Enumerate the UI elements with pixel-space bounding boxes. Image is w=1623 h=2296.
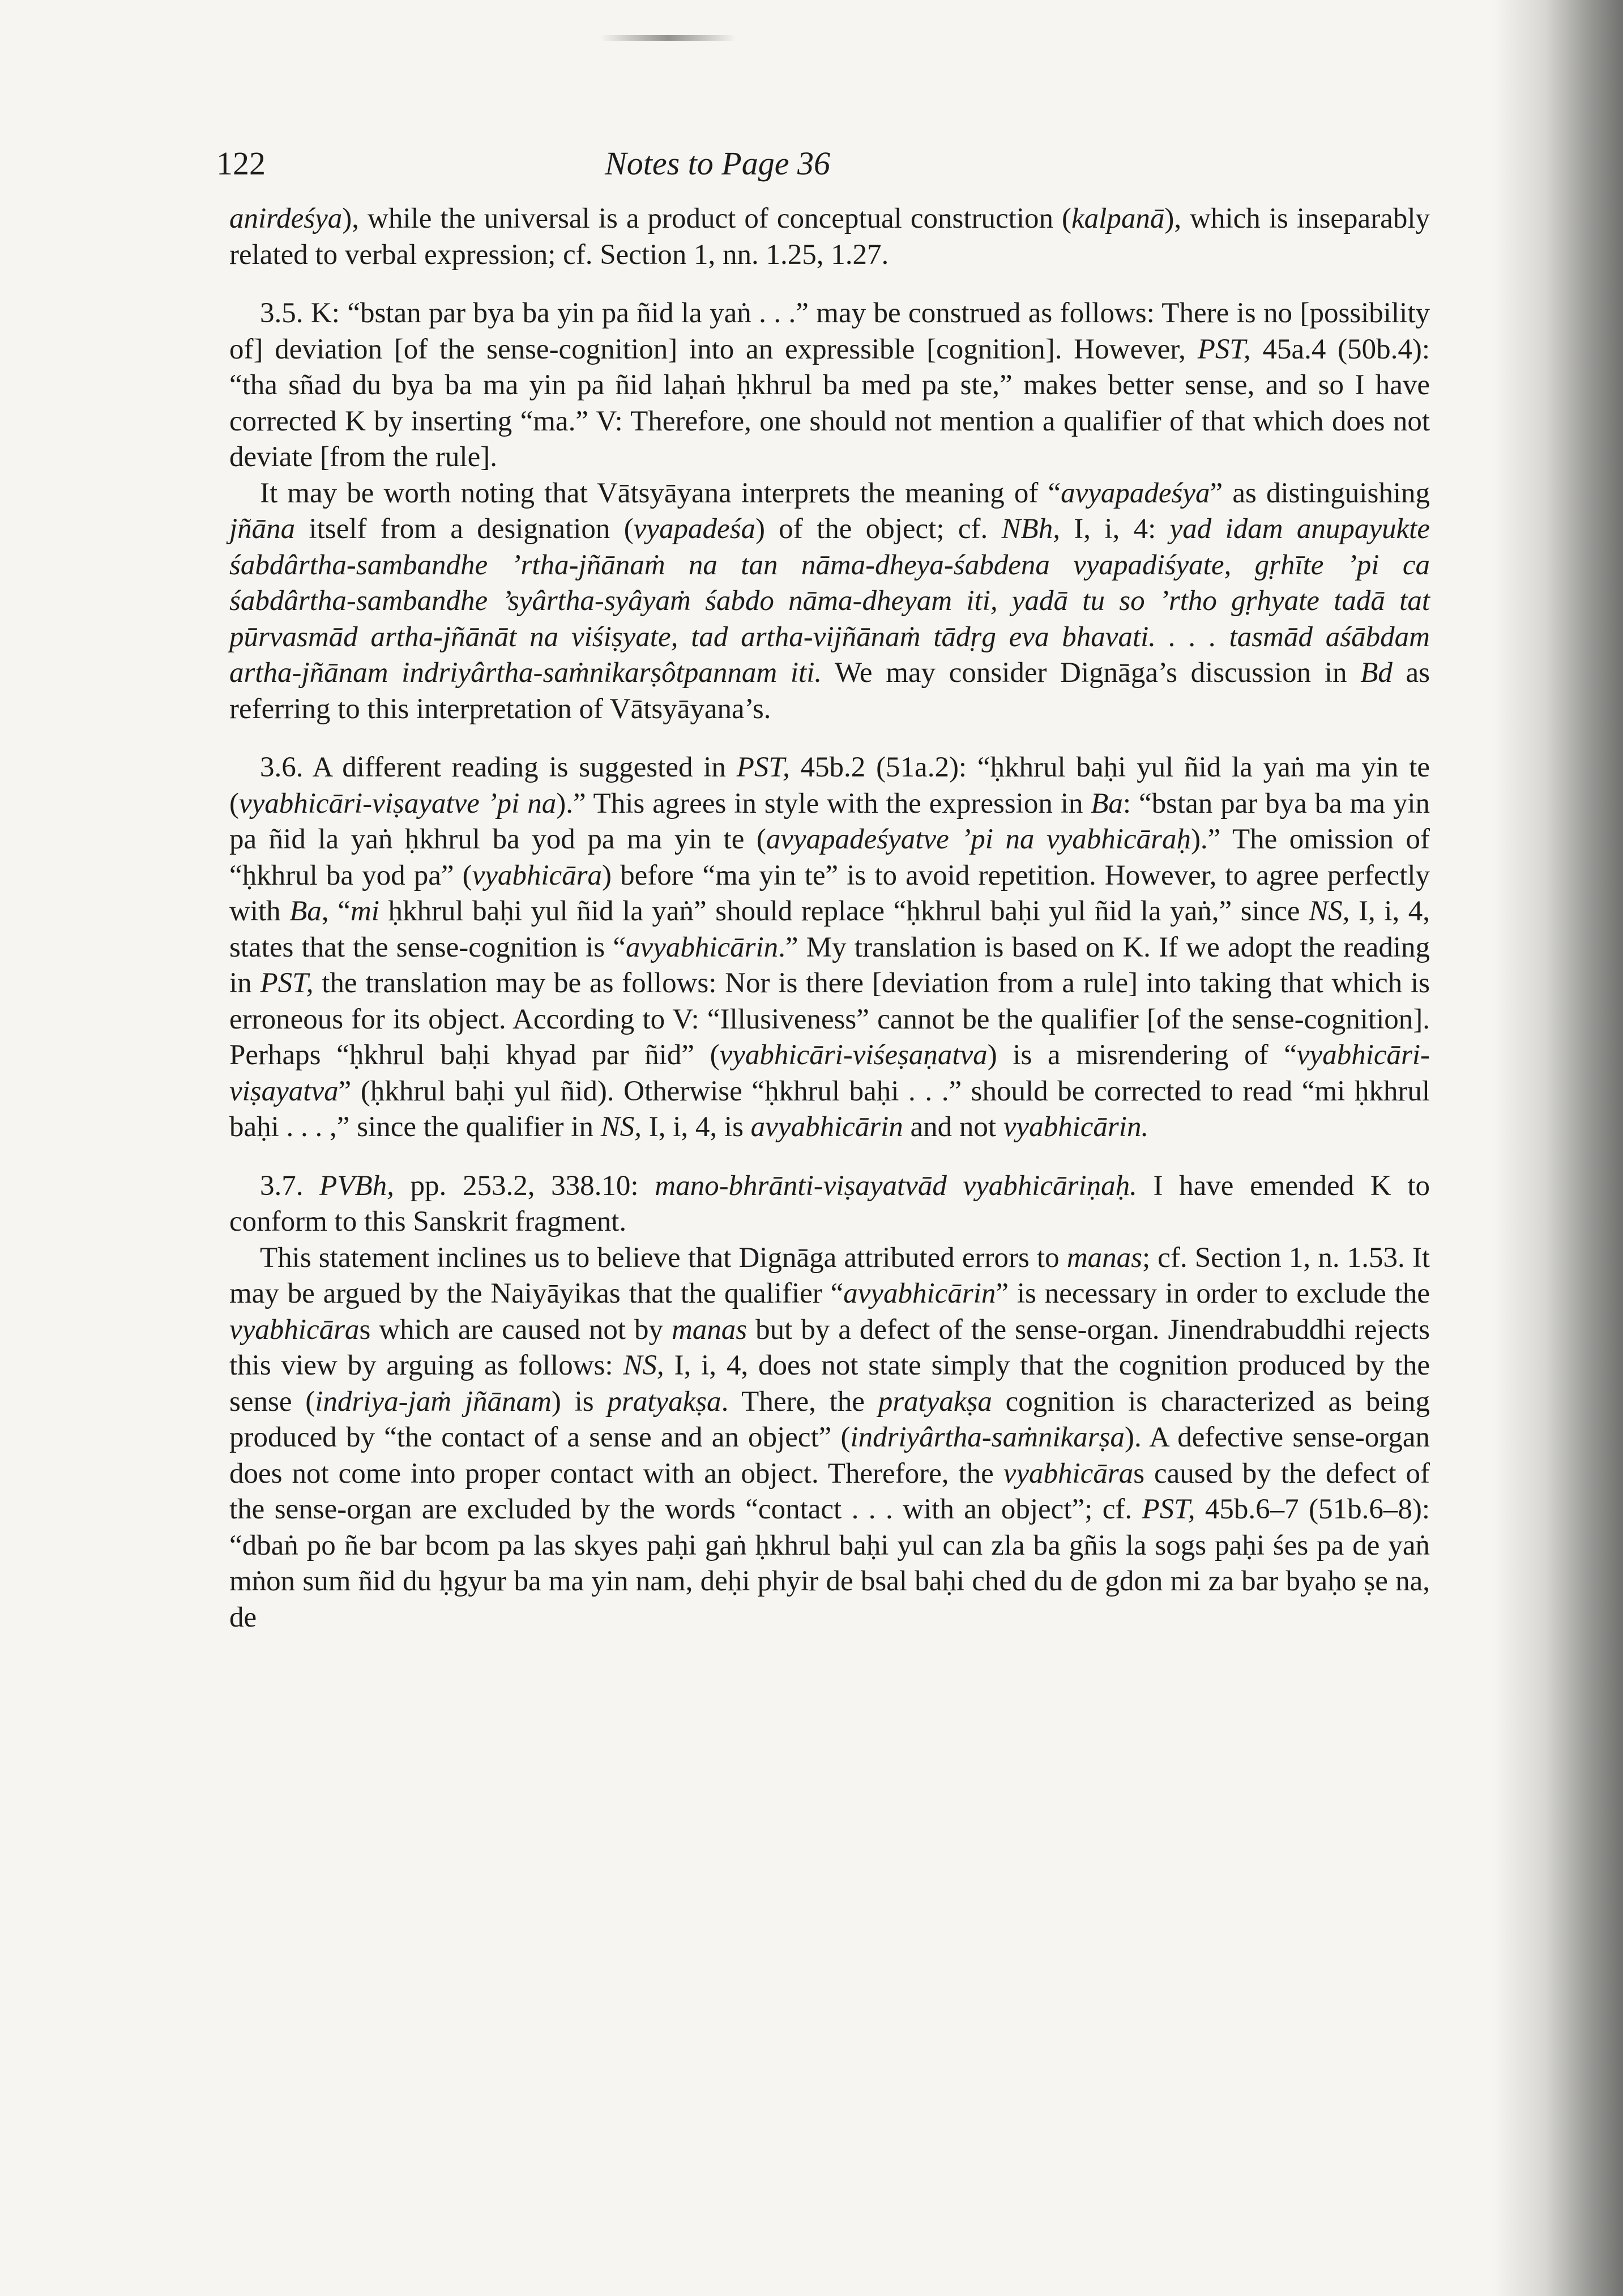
italic-text: anirdeśya (229, 203, 343, 234)
text-run: 3.6. A different reading is suggested in (260, 752, 737, 783)
italic-text: mi (350, 895, 379, 927)
italic-text: yad idam anupayukte śabdârtha-sambandhe ’rtha-jñānaṁ na tan nāma-dheya-śabdena vyapadiśyate, gṛhīte ’pi ca śabdârtha-sambandhe ’syârtha-syâyaṁ śabdo nāma-dheyam iti, yadā tu so ’rtho gṛhyate tadā tat pūrvasmād artha-jñānāt na viśiṣyate, tad artha-vijñānaṁ tādṛg eva bhavati. . . . tasmād aśābdam artha-jñānam indriyârtha-saṁnikarṣôtpannam iti. (229, 513, 1430, 689)
italic-text: vyabhicārin. (1003, 1111, 1149, 1143)
note-section (229, 296, 1430, 476)
italic-text: pratyakṣa (878, 1385, 992, 1418)
italic-text: mano-bhrānti-viṣayatvād vyabhicāriṇaḥ. (655, 1170, 1137, 1202)
text-run: cognition is characterized as being produced by “the contact of a sense and an object” ( (229, 1385, 1430, 1453)
note-section (229, 750, 1430, 1146)
italic-text: avyabhicārin (843, 1278, 996, 1309)
paragraph (229, 1240, 1430, 1636)
italic-text: jñāna (229, 513, 296, 545)
italic-text: vyapadeśa (633, 513, 755, 545)
italic-text: kalpanā (1071, 203, 1165, 234)
text-run: .” My translation is based on K. If we adopt the reading in (229, 931, 1430, 999)
italic-text: PVBh, (319, 1170, 394, 1202)
text-run: ).” The omission of “ḥkhrul ba yod pa” ( (229, 823, 1430, 891)
text-run: ) before “ma yin te” is to avoid repetition. However, to agree perfectly with (229, 859, 1430, 927)
paragraph (229, 476, 1430, 728)
italic-text: pratyakṣa (607, 1385, 721, 1418)
body-text (229, 201, 1430, 1636)
text-run: I, i, 4, does not state simply that the cognition produced by the sense ( (229, 1350, 1430, 1418)
text-run: s which are caused not by (359, 1313, 672, 1346)
text-run: 45a.4 (50b.4): “tha sñad du bya ba ma yin pa ñid laḥaṅ ḥkhrul ba med pa ste,” makes better sense, and so I have corrected K by inserting “ma.” V: Therefore, one should not mention a qualifier of that which does not deviate [from the rule]. (229, 333, 1430, 473)
italic-text: NS, (1309, 895, 1350, 927)
text-run: I, i, 4: (1060, 513, 1170, 545)
text-run: the translation may be as follows: Nor is there [deviation from a rule] into taking that which is erroneous for its object. According to V: “Illusiveness” cannot be the qualifier [of the sense-cognition]. Perhaps “ḥkhrul baḥi khyad par ñid” ( (229, 967, 1430, 1071)
text-run: ) is a misrendering of “ (987, 1039, 1297, 1071)
text-run: 45b.6–7 (51b.6–8): “dbaṅ po ñe bar bcom pa las skyes paḥi gaṅ ḥkhrul baḥi yul can zla ba gñis la sogs paḥi śes pa de yaṅ mṅon sum ñid du ḥgyur ba ma yin nam, deḥi phyir de bsal baḥi ched du de gdon mi za bar byaḥo ṣe na, de (229, 1493, 1430, 1633)
text-run: as referring to this interpretation of Vātsyāyana’s. (229, 657, 1430, 725)
text-run: pp. 253.2, 338.10: (394, 1170, 655, 1202)
italic-text: indriya-jaṁ jñānam (315, 1385, 552, 1418)
italic-text: vyabhicāri-viṣayatve ’pi na (238, 787, 557, 820)
text-run: 3.7. (260, 1170, 320, 1202)
text-run: ) is (551, 1385, 608, 1418)
text-run: ).” This agrees in style with the expression in (556, 787, 1091, 820)
text-run: ), while the universal is a product of conceptual construction ( (342, 203, 1072, 234)
italic-text: avyabhicārin (626, 931, 779, 963)
text-run: . There, the (721, 1385, 878, 1418)
text-run: ” (ḥkhrul baḥi yul ñid). Otherwise “ḥkhrul baḥi . . .” should be corrected to read “mi ḥkhrul baḥi . . . ,” since the qualifier in (229, 1075, 1430, 1143)
text-run: , “ (321, 895, 351, 927)
text-run: ), which is inseparably related to verbal expression; cf. Section 1, nn. 1.25, 1.27. (229, 203, 1430, 271)
italic-text: PST, (260, 967, 314, 999)
scan-artifact (600, 35, 736, 41)
italic-text: Ba (1091, 787, 1123, 820)
italic-text: vyabhicāri-viśeṣaṇatva (719, 1039, 988, 1071)
italic-text: PST, (1197, 333, 1251, 365)
page-number: 122 (216, 145, 266, 182)
text-run: itself from a designation ( (295, 513, 634, 545)
italic-text: vyabhicāra (472, 859, 602, 891)
text-run: s caused by the defect of the sense-organ are excluded by the words “contact . . . with an object”; cf. (229, 1457, 1430, 1525)
italic-text: Ba (289, 895, 322, 927)
italic-text: avyapadeśyatve ’pi na vyabhicāraḥ (766, 823, 1191, 855)
text-run: ” as distinguishing (1210, 477, 1430, 509)
italic-text: Bd (1360, 657, 1393, 689)
italic-text: PST, (736, 752, 790, 783)
note-section (229, 1168, 1430, 1240)
italic-text: avyapadeśya (1061, 477, 1210, 509)
text-run: : “bstan par bya ba ma yin pa ñid la yaṅ ḥkhrul ba yod pa ma yin te ( (229, 787, 1430, 855)
italic-text: NBh, (1001, 513, 1060, 545)
text-run: and not (903, 1111, 1003, 1143)
italic-text: vyabhicāri-viṣayatva (229, 1039, 1430, 1107)
running-head: Notes to Page 36 (605, 145, 830, 182)
text-run: 3.5. K: “bstan par bya ba yin pa ñid la yaṅ . . .” may be construed as follows: There is no [possibility of] deviation [of the sense-cognition] into an expressible [cognition]. However, (229, 297, 1430, 365)
text-run: I, i, 4, is (642, 1111, 751, 1143)
paragraph (229, 201, 1430, 273)
italic-text: NS, (623, 1350, 664, 1381)
text-run: I have emended K to conform to this Sanskrit fragment. (229, 1170, 1430, 1237)
italic-text: vyabhicāra (1003, 1457, 1134, 1490)
text-run: ). A defective sense-organ does not come into proper contact with an object. Therefore, the (229, 1422, 1430, 1490)
text-run: 45b.2 (51a.2): “ḥkhrul baḥi yul ñid la yaṅ ma yin te ( (229, 752, 1430, 820)
italic-text: manas (1066, 1241, 1142, 1274)
italic-text: avyabhicārin (750, 1111, 903, 1143)
text-run: ; cf. Section 1, n. 1.53. It may be argued by the Naiyāyikas that the qualifier “ (229, 1241, 1430, 1309)
text-run: We may consider Dignāga’s discussion in (822, 657, 1361, 689)
text-run: It may be worth noting that Vātsyāyana interprets the meaning of “ (260, 477, 1061, 509)
text-run: ḥkhrul baḥi yul ñid la yaṅ” should replace “ḥkhrul baḥi yul ñid la yaṅ,” since (379, 895, 1309, 927)
italic-text: indriyârtha-saṁnikarṣa (850, 1422, 1125, 1453)
italic-text: vyabhicāra (229, 1313, 360, 1346)
page-header (216, 144, 1457, 190)
text-run: This statement inclines us to believe that Dignāga attributed errors to (260, 1241, 1067, 1274)
text-run: ) of the object; cf. (755, 513, 1002, 545)
italic-text: PST, (1142, 1493, 1195, 1525)
italic-text: manas (671, 1313, 748, 1346)
scan-shadow-edge (1493, 0, 1623, 2296)
text-run: I, i, 4, states that the sense-cognition is “ (229, 895, 1430, 963)
text-run: ” is necessary in order to exclude the (996, 1278, 1430, 1309)
text-run: but by a defect of the sense-organ. Jinendrabuddhi rejects this view by arguing as follows: (229, 1313, 1430, 1381)
italic-text: NS, (600, 1111, 642, 1143)
